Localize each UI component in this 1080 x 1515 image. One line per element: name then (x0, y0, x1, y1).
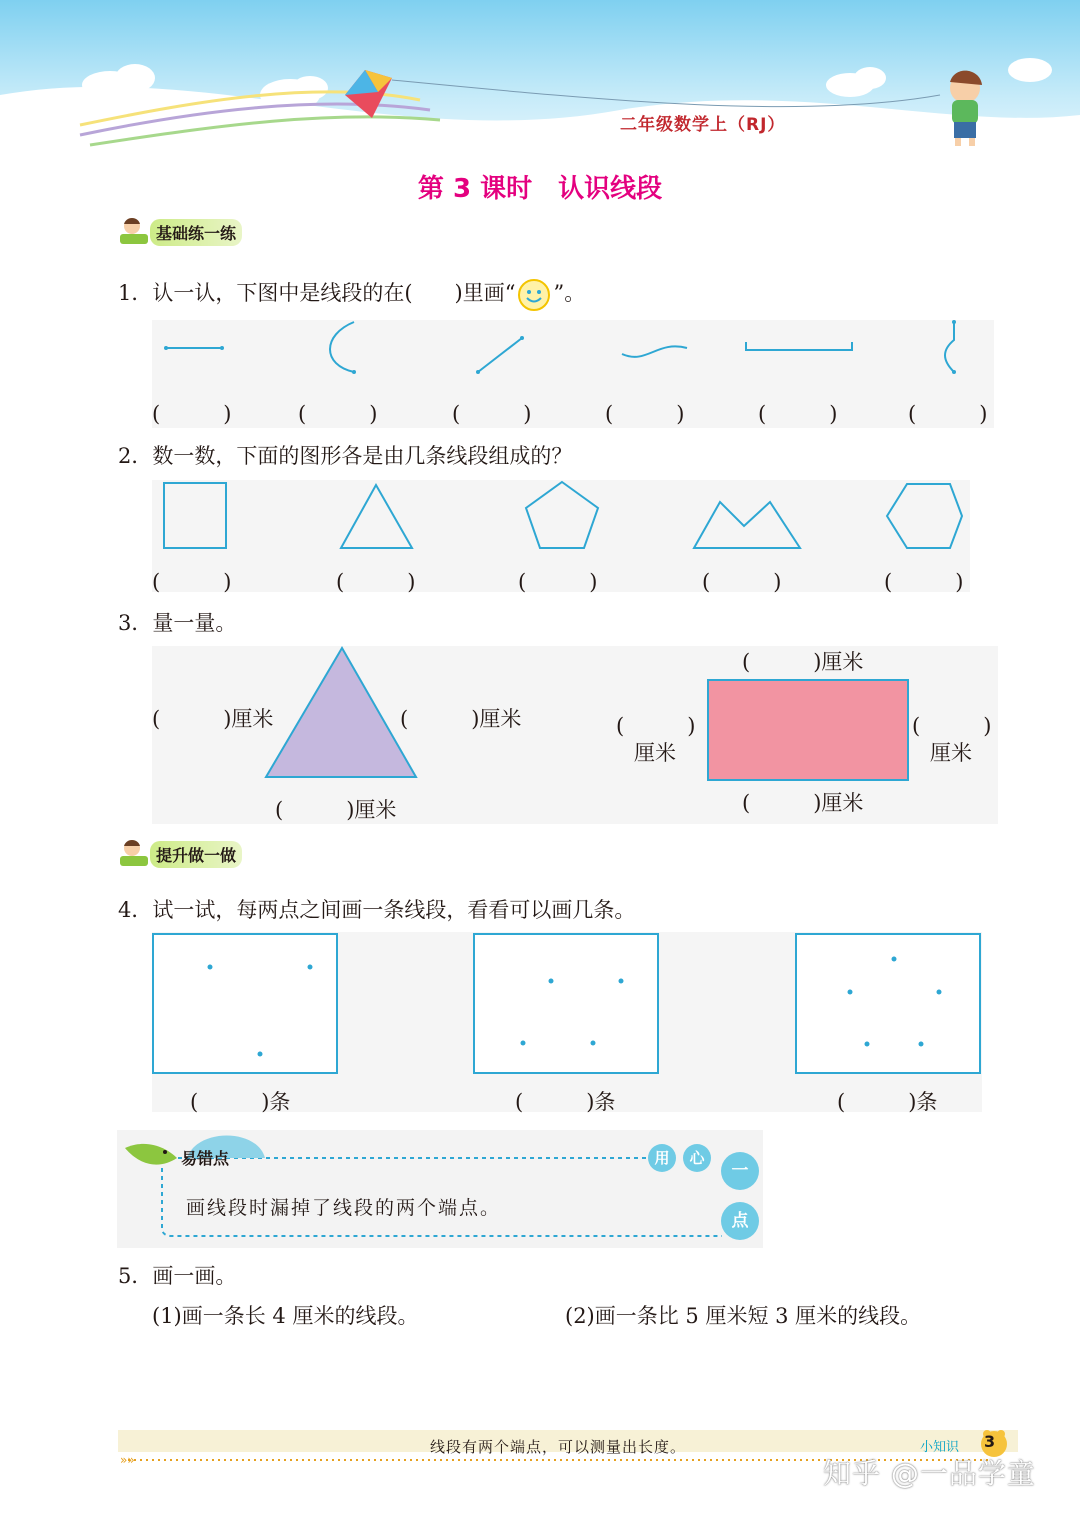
page-number: 3 (984, 1432, 996, 1451)
figure-curve (330, 322, 354, 372)
lesson-title: 第 3 课时 认识线段 (417, 174, 663, 204)
tip-text: 画线段时漏掉了线段的两个端点。 (186, 1197, 502, 1219)
answer-paren[interactable]: ( ) (452, 402, 532, 426)
figure-triangle (341, 485, 412, 548)
tip-badge: 用 (648, 1144, 676, 1172)
rectangle-right-paren[interactable]: ( ) (912, 714, 992, 738)
figure-hexagon (887, 484, 962, 548)
question-5-part-1: (1)画一条长 4 厘米的线段。 (152, 1304, 419, 1328)
figure-wave (622, 346, 687, 356)
dot-box-four (474, 934, 658, 1073)
section-title: 提升做一做 (150, 841, 242, 868)
answer-paren[interactable]: ( ) (702, 570, 782, 594)
rectangle-left-unit: 厘米 (634, 741, 676, 765)
rectangle-bottom-answer[interactable]: ( )厘米 (742, 791, 864, 815)
student-icon (118, 836, 152, 870)
smiley-icon (517, 278, 551, 312)
svg-text:»»: »» (120, 1453, 135, 1467)
student-icon (118, 214, 152, 248)
rectangle-right-unit: 厘米 (930, 741, 972, 765)
dot-boxes (152, 932, 984, 1077)
triangle-left-answer[interactable]: ( )厘米 (152, 707, 274, 731)
figure-m-shape (694, 502, 800, 548)
footer-tag: 小知识 (920, 1440, 960, 1455)
watermark: 知乎 @一品学童 (823, 1457, 1036, 1490)
triangle-right-answer[interactable]: ( )厘米 (400, 707, 522, 731)
question-2-figures (152, 480, 970, 560)
tip-badge: 点 (721, 1202, 759, 1240)
section-badge-basic (118, 214, 278, 248)
question-2-prompt: 2．数一数，下面的图形各是由几条线段组成的？ (118, 444, 573, 468)
question-5-prompt: 5．画一画。 (118, 1264, 237, 1288)
question-4-prompt: 4．试一试，每两点之间画一条线段，看看可以画几条。 (118, 898, 636, 922)
header-banner (0, 0, 1080, 160)
count-answer[interactable]: ( )条 (515, 1090, 616, 1114)
dot-box-three (153, 934, 337, 1073)
answer-paren[interactable]: ( ) (758, 402, 838, 426)
figure-hook (945, 322, 954, 372)
answer-paren[interactable]: ( ) (908, 402, 988, 426)
rectangle-top-answer[interactable]: ( )厘米 (742, 650, 864, 674)
book-title: 二年级数学上（RJ） (620, 115, 786, 135)
section-badge-advanced (118, 836, 278, 870)
answer-paren[interactable]: ( ) (336, 570, 416, 594)
rectangle-left-paren[interactable]: ( ) (616, 714, 696, 738)
question-3-prompt: 3．量一量。 (118, 611, 237, 635)
answer-paren[interactable]: ( ) (884, 570, 964, 594)
figure-bracket (746, 342, 852, 350)
figure-square (164, 483, 226, 548)
figure-pentagon (526, 482, 598, 548)
dot-box-five (796, 934, 980, 1073)
footer-tip: 线段有两个端点，可以测量出长度。 (430, 1438, 687, 1456)
bird-icon (125, 1144, 177, 1165)
answer-paren[interactable]: ( ) (152, 570, 232, 594)
section-title: 基础练一练 (150, 219, 242, 246)
measure-rectangle (706, 678, 910, 782)
tip-title: 易错点 (181, 1149, 230, 1168)
question-1-prompt: 1．认一认，下图中是线段的在( )里画“ ”。 (118, 277, 585, 312)
answer-paren[interactable]: ( ) (605, 402, 685, 426)
answer-paren[interactable]: ( ) (152, 402, 232, 426)
tip-badge: 心 (683, 1144, 711, 1172)
count-answer[interactable]: ( )条 (837, 1090, 938, 1114)
triangle-bottom-answer[interactable]: ( )厘米 (275, 798, 397, 822)
figure-slanted-segment (478, 338, 522, 372)
question-1-figures (152, 320, 994, 400)
question-5-part-2: (2)画一条比 5 厘米短 3 厘米的线段。 (565, 1304, 922, 1328)
count-answer[interactable]: ( )条 (190, 1090, 291, 1114)
answer-paren[interactable]: ( ) (298, 402, 378, 426)
tip-badge: 一 (721, 1152, 759, 1190)
answer-paren[interactable]: ( ) (518, 570, 598, 594)
